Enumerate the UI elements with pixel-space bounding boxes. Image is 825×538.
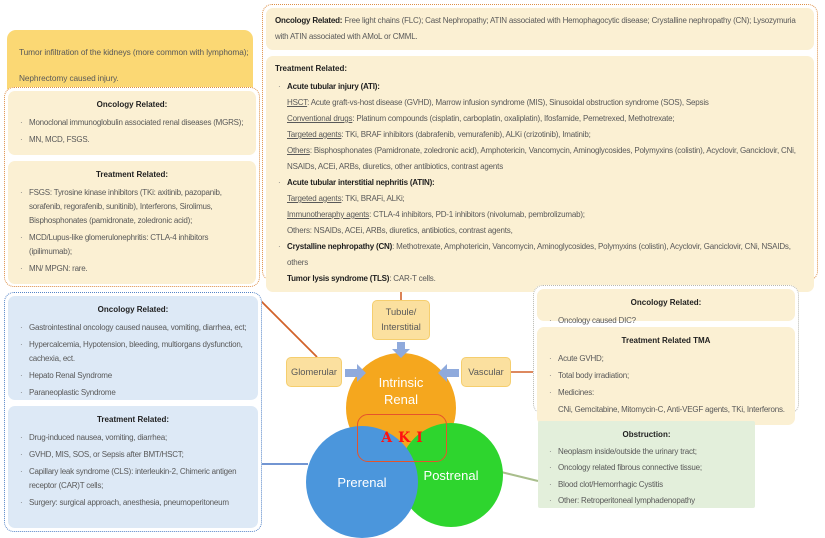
- bullet-marker: ·: [20, 433, 23, 442]
- text-line: CNi, Gemcitabine, Mitomycin-C, Anti-VEGF agents, TKi, Interferons.: [558, 405, 785, 414]
- bullet-marker: ·: [20, 388, 23, 397]
- note-line: Nephrectomy caused injury.: [19, 73, 119, 83]
- text-line: Conventional drugs: Platinum compounds (cisplatin, carboplatin, oxaliplatin), Ifosfamide, Pemetrexed, Methotrexate;: [287, 114, 675, 123]
- tubulointerstitial-causes-box: [262, 4, 818, 281]
- text-line: · Capillary leak syndrome (CLS): interleukin-2, Chimeric antigen receptor (CAR)T cells;: [20, 467, 237, 490]
- obstruction-box: [538, 421, 755, 508]
- text-line: · Blood clot/Hemorrhagic Cystitis: [546, 478, 747, 492]
- chip-line: Interstitial: [381, 322, 421, 332]
- text-line: · Acute tubular injury (ATI):: [275, 79, 805, 95]
- postrenal-label: Postrenal: [423, 467, 479, 483]
- text-line: Targeted agents: TKi, BRAFi, ALKi;: [287, 194, 405, 203]
- oncology-related-section: [266, 8, 814, 50]
- chip-line: Vascular: [468, 366, 504, 377]
- chip-line: Glomerular: [291, 366, 337, 377]
- text-line: · Crystalline nephropathy (CN): Methotrexate, Amphotericin, Vancomycin, Aminoglycosides, Polymyxins (colistin), Acyclovir, Ganciclovir, CNi, NSAIDs, others: [275, 239, 805, 271]
- section-header: Oncology Related:: [630, 298, 702, 307]
- text-line: · Drug-induced nausea, vomiting, diarrhea;: [17, 431, 249, 445]
- text-line: Others: Bisphosphonates (Pamidronate, zoledronic acid), Amphotericin, Vancomycin, Aminoglycosides, Polymyxins (colistin), Acyclovir, Ganciclovir, CNi, NSAIDs, ACEi, ARBs, diuretics, other antibiotics, contrast agents: [287, 146, 796, 171]
- bullet-marker: ·: [20, 340, 23, 349]
- aki-overlap-frame: [357, 414, 447, 462]
- connector-left-to-glomerular: [261, 301, 317, 357]
- prerenal-causes-box: [4, 292, 262, 532]
- treatment-related-section: [8, 406, 258, 528]
- treatment-related-section: [8, 161, 256, 284]
- note-line: Tumor infiltration of the kidneys (more common with lymphoma);: [19, 47, 249, 57]
- intrinsic-label-line: Renal: [384, 392, 418, 407]
- vascular-causes-box: [533, 285, 799, 414]
- text-line: Immunotheraphy agents: CTLA-4 inhibitors, PD-1 inhibitors (nivolumab, pembrolizumab);: [287, 210, 585, 219]
- bullet-marker: ·: [20, 188, 23, 197]
- arrow-down-icon: [391, 342, 411, 358]
- text-line: · GVHD, MIS, SOS, or Sepsis after BMT/HSCT;: [17, 448, 249, 462]
- text-line: · Medicines:: [546, 386, 786, 400]
- bullet-marker: ·: [278, 82, 281, 91]
- bullet-marker: ·: [20, 498, 23, 507]
- tubule-interstitial-chip: [372, 300, 430, 340]
- section-header: Oncology Related:: [96, 100, 168, 109]
- text-line: · Neoplasm inside/outside the urinary tract;: [546, 445, 747, 459]
- text-line: · Hepato Renal Syndrome: [17, 369, 249, 383]
- text-line: Tumor lysis syndrome (TLS): CAR-T cells.: [287, 274, 436, 283]
- arrow-right-icon: [345, 364, 367, 382]
- text-line: · Gastrointestinal oncology caused nausea, vomiting, diarrhea, ect;: [17, 321, 249, 335]
- text-line: · Oncology caused DIC?: [546, 314, 786, 328]
- glomerular-chip: [286, 357, 342, 387]
- oncology-related-section: [8, 296, 258, 400]
- bullet-marker: ·: [20, 450, 23, 459]
- text-line: · Oncology related fibrous connective tissue;: [546, 461, 747, 475]
- intrinsic-renal-label: [379, 374, 424, 408]
- text-line: · FSGS: Tyrosine kinase inhibitors (TKi: axitinib, pazopanib, sorafenib, regorafenib, sunitinib), Interferons, Sirolimus, Bisphosphonates (pamidronate, zoledronic acid);: [20, 188, 222, 225]
- text-line: · MN/ MPGN: rare.: [17, 262, 247, 276]
- text-line: · MN, MCD, FSGS.: [17, 133, 247, 147]
- section-header: Obstruction:: [622, 430, 671, 439]
- text-line: Targeted agents: TKi, BRAF inhibitors (dabrafenib, vemurafenib), ALKi (crizotinib), Imatinib;: [287, 130, 591, 139]
- text-line: Others: NSAIDs, ACEi, ARBs, diuretics, antibiotics, contrast agents,: [287, 226, 513, 235]
- text-line: · Acute tubular interstitial nephritis (ATIN):: [275, 175, 805, 191]
- text-line: Oncology Related: Free light chains (FLC); Cast Nephropathy; ATIN associated with Hemophagocytic disease; Crystalline nephropathy (CN); Lysozymuria with ATIN associated with AMoL or CMML.: [275, 16, 796, 41]
- section-header: Treatment Related:: [96, 415, 170, 424]
- connector-postrenal-to-obstruction: [497, 471, 538, 481]
- bullet-marker: ·: [549, 316, 552, 325]
- text-line: · Other: Retroperitoneal lymphadenopathy: [546, 494, 747, 508]
- text-line: · Total body irradiation;: [546, 369, 786, 383]
- prerenal-label: Prerenal: [337, 474, 387, 490]
- bullet-marker: ·: [549, 463, 552, 472]
- chip-line: Tubule/: [385, 307, 417, 317]
- bullet-marker: ·: [20, 371, 23, 380]
- bullet-marker: ·: [20, 233, 23, 242]
- bullet-marker: ·: [20, 467, 23, 476]
- bullet-marker: ·: [20, 135, 23, 144]
- bullet-marker: ·: [549, 388, 552, 397]
- section-header: Treatment Related:: [95, 170, 169, 179]
- bullet-marker: ·: [549, 354, 552, 363]
- text-line: · Hypercalcemia, Hypotension, bleeding, multiorgans dysfunction, cachexia, ect.: [20, 340, 243, 363]
- section-header: Oncology Related:: [97, 305, 169, 314]
- bullet-marker: ·: [549, 371, 552, 380]
- section-header: Treatment Related TMA: [621, 336, 711, 345]
- intrinsic-label-line: Intrinsic: [378, 375, 424, 390]
- bullet-marker: ·: [20, 323, 23, 332]
- text-line: · Monoclonal immunoglobulin associated renal diseases (MGRS);: [17, 116, 247, 130]
- bullet-marker: ·: [549, 479, 552, 489]
- text-line: · MCD/Lupus-like glomerulonephritis: CTLA-4 inhibitors (ipilimumab);: [20, 233, 209, 256]
- text-line: · Acute GVHD;: [546, 352, 786, 366]
- arrow-left-icon: [437, 364, 459, 382]
- treatment-related-tma-section: [537, 327, 795, 425]
- bullet-marker: ·: [20, 118, 23, 127]
- bullet-marker: ·: [549, 496, 552, 505]
- text-line: HSCT: Acute graft-vs-host disease (GVHD), Marrow infusion syndrome (MIS), Sinusoidal obstruction syndrome (SOS), Sepsis: [287, 98, 709, 107]
- oncology-related-section: [8, 91, 256, 155]
- bullet-marker: ·: [278, 178, 281, 187]
- text-line: · Surgery: surgical approach, anesthesia, pneumoperitoneum: [17, 496, 249, 510]
- bullet-marker: ·: [549, 446, 552, 456]
- glomerular-causes-box: [4, 87, 260, 287]
- bullet-marker: ·: [278, 242, 281, 251]
- aki-label: AKI: [381, 430, 429, 446]
- vascular-chip: [461, 357, 511, 387]
- treatment-related-section: [266, 56, 814, 292]
- section-header: Treatment Related:: [275, 64, 348, 73]
- oncology-related-section: [537, 289, 795, 325]
- bullet-marker: ·: [20, 264, 23, 273]
- text-line: · Paraneoplastic Syndrome: [17, 386, 249, 400]
